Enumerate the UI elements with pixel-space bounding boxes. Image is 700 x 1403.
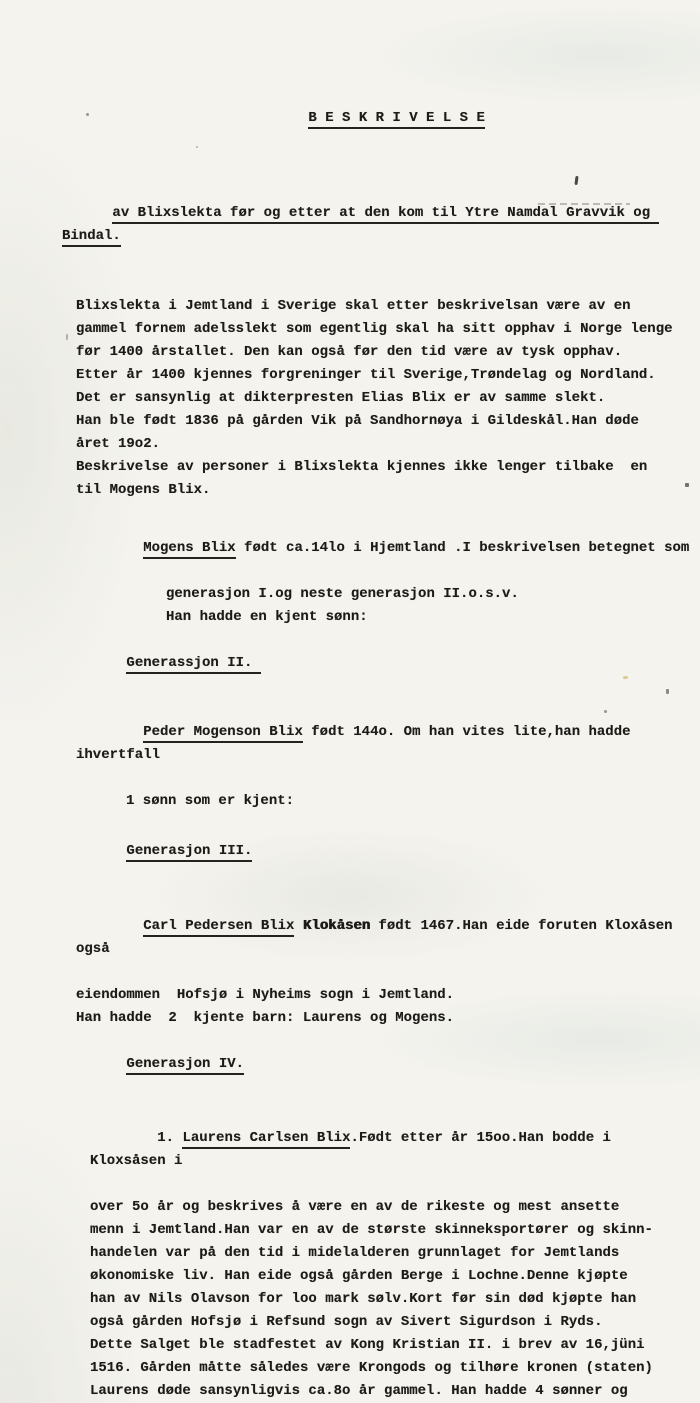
document-title: B E S K R I V E L S E: [308, 110, 484, 129]
text-line: over 5o år og beskrives å være en av de rikeste og mest ansette: [90, 1199, 620, 1215]
document-subtitle: av Blixslekta før og etter at den kom til Ytre Namdal Gravvik og Bindal.: [62, 205, 659, 247]
text-line: før 1400 årstallet. Den kan også før den tid være av tysk opphav.: [76, 344, 623, 360]
section-heading-generation-4: Generasjon IV.: [126, 1056, 244, 1075]
person-name-mogens-blix: Mogens Blix: [143, 540, 235, 559]
heading-row-generation-2: [76, 629, 694, 698]
text-span: født 144o. Om han vites lite,han hadde ihvertfall: [76, 724, 639, 763]
text-span: .Født etter år 15oo.Han bodde i Kloxsåsen i: [90, 1130, 620, 1169]
mogens-blix-section: [76, 514, 694, 629]
text-span: født ca.14lo i Hjemtland .I beskrivelsen betegnet som: [235, 540, 690, 556]
section-heading-generation-3: Generasjon III.: [126, 843, 252, 862]
text-line: han av Nils Olavson for loo mark sølv.Kort før sin død kjøpte han: [90, 1291, 637, 1307]
note-paragraph: [76, 456, 694, 502]
text-line: menn i Jemtland.Han var en av de største skinneksportører og skinn-: [90, 1222, 653, 1238]
generation-2-section: [76, 698, 694, 813]
text-line: Etter år 1400 kjennes forgreninger til Sverige,Trøndelag og Nordland.: [76, 367, 656, 383]
text-line: Beskrivelse av personer i Blixslekta kjennes ikke lenger tilbake en: [76, 459, 648, 475]
heading-row-generation-4: [76, 1030, 694, 1099]
text-line: året 19o2.: [76, 436, 161, 452]
text-span-bold: Klokåsen: [294, 918, 371, 934]
title-row: [258, 84, 694, 153]
text-line: generasjon I.og neste generasjon II.o.s.v.: [166, 586, 519, 602]
section-heading-generation-2: Generassjon II.: [126, 655, 260, 674]
text-line: 1 sønn som er kjent:: [126, 793, 295, 809]
subtitle-row: [62, 179, 694, 271]
text-line: Blixslekta i Jemtland i Sverige skal etter beskrivelsan være av en: [76, 298, 631, 314]
text-line: [76, 698, 694, 790]
text-line: økonomiske liv. Han eide også gården Berge i Lochne.Denne kjøpte: [90, 1268, 628, 1284]
text-line: Dette Salget ble stadfestet av Kong Kristian II. i brev av 16,jüni: [90, 1337, 645, 1353]
text-line: Han hadde en kjent sønn:: [166, 609, 368, 625]
text-line: [76, 892, 694, 984]
person-name-peder-mogenson-blix: Peder Mogenson Blix: [143, 724, 303, 743]
text-line: Laurens døde sansynligvis ca.8o år gammel. Han hadde 4 sønner og: [90, 1383, 628, 1399]
text-line: 1516. Gården måtte således være Krongods og tilhøre kronen (staten): [90, 1360, 653, 1376]
text-line: gammel fornem adelsslekt som egentlig skal ha sitt opphav i Norge lenge: [76, 321, 673, 337]
item-number: 1.: [157, 1130, 183, 1146]
text-line: til Mogens Blix.: [76, 482, 211, 498]
text-line: Han ble født 1836 på gården Vik på Sandhornøya i Gildeskål.Han døde: [76, 413, 639, 429]
text-span: født 1467.Han eide foruten Kloxåsen også: [76, 918, 681, 957]
generation-4-item-1: [90, 1104, 694, 1403]
text-line: Han hadde 2 kjente barn: Laurens og Mogens.: [76, 1010, 455, 1026]
text-line: [76, 514, 694, 583]
heading-row-generation-3: [76, 817, 694, 886]
document-content: [0, 84, 700, 1403]
text-line: Det er sansynlig at dikterpresten Elias Blix er av samme slekt.: [76, 390, 606, 406]
scanned-document-page: [0, 84, 700, 1399]
text-line: handelen var på den tid i midelalderen grunnlaget for Jemtlands: [90, 1245, 620, 1261]
text-line: også gården Hofsjø i Refsund sogn av Sivert Sigurdson i Ryds.: [90, 1314, 603, 1330]
intro-paragraph: [76, 295, 694, 456]
person-name-carl-pedersen-blix: Carl Pedersen Blix: [143, 918, 294, 937]
text-line: eiendommen Hofsjø i Nyheims sogn i Jemtland.: [76, 987, 455, 1003]
text-line: [90, 1104, 694, 1196]
person-name-laurens-carlsen-blix: Laurens Carlsen Blix: [182, 1130, 350, 1149]
generation-3-section: [76, 892, 694, 1030]
